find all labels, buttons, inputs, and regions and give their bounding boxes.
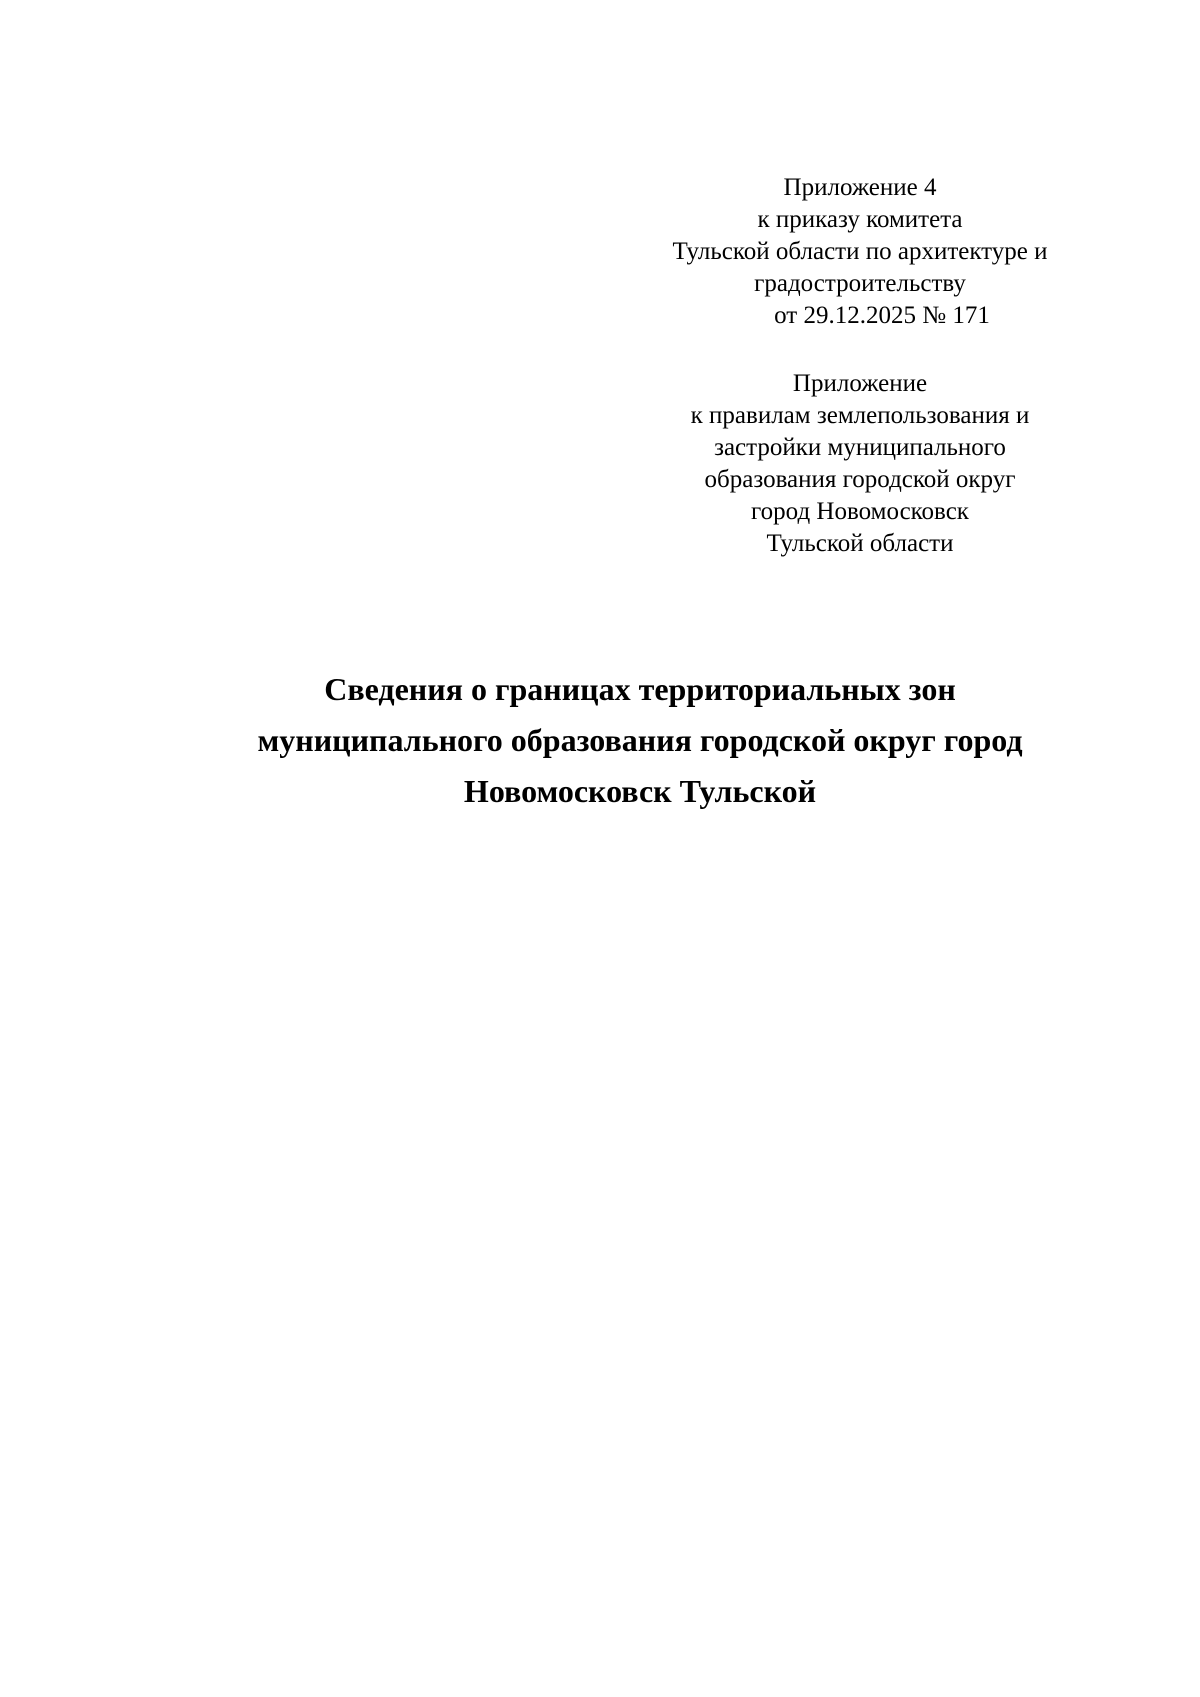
annex-rules-line: образования городской округ (704, 466, 1016, 493)
document-title-line: Новомосковск Тульской (463, 773, 817, 809)
annex-rules-line: к правилам землепользования и (690, 402, 1030, 429)
annex-order-reference (620, 172, 1100, 332)
annex-rules-line: Приложение (792, 370, 928, 397)
annex-rules-reference (620, 368, 1100, 560)
document-title-line: муниципального образования городской округ город (257, 722, 1023, 758)
annex-order-line: Приложение 4 (783, 174, 937, 201)
annex-order-line: к приказу комитета (757, 206, 963, 233)
document-title-line: Сведения о границах территориальных зон (324, 671, 956, 707)
annex-rules-line: Тульской области (766, 530, 954, 557)
document-title (90, 664, 1190, 817)
annex-order-line: Тульской области по архитектуре и (672, 238, 1048, 265)
annex-rules-line: застройки муниципального (714, 434, 1006, 461)
annex-order-date-number: от 29.12.2025 № 171 (774, 302, 990, 329)
annex-rules-line: город Новомосковск (751, 498, 969, 525)
annex-order-line: градостроительству (754, 270, 966, 297)
